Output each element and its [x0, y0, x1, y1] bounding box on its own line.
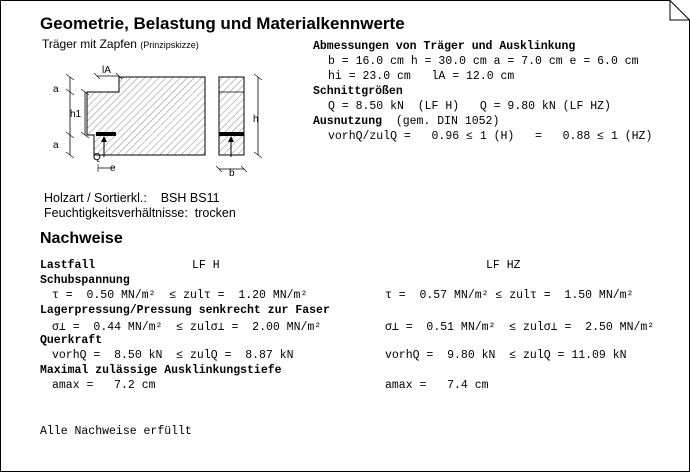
lastfall-label: Lastfall	[40, 259, 96, 272]
dimensions-line-1: b = 16.0 cm h = 30.0 cm a = 7.0 cm e = 6.0 cm	[328, 55, 639, 68]
dimensions-line-2: hi = 23.0 cm lA = 12.0 cm	[328, 70, 515, 83]
beam-side-view	[87, 77, 205, 155]
bearing-plate	[96, 132, 116, 136]
notch-value-hz: amax = 7.4 cm	[385, 379, 489, 392]
column-lf-hz: LF HZ	[486, 259, 521, 272]
forces-heading: Schnittgrößen	[313, 85, 403, 98]
shearforce-value-h: vorhQ = 8.50 kN ≤ zulQ = 8.87 kN	[52, 349, 294, 362]
label-a-top: a	[53, 84, 59, 95]
wood-type-row	[44, 191, 220, 205]
usage-note: (gem. DIN 1052)	[395, 115, 500, 128]
label-b: b	[229, 168, 235, 179]
label-h1: h1	[70, 109, 82, 120]
notch-heading: Maximal zulässige Ausklinkungstiefe	[40, 364, 282, 377]
label-a-bottom: a	[53, 140, 59, 151]
checks-heading: Nachweise	[40, 230, 123, 247]
wood-type-value: BSH BS11	[160, 191, 220, 205]
moisture-value: trocken	[194, 206, 236, 220]
forces-line: Q = 8.50 kN (LF H) Q = 9.80 kN (LF HZ)	[328, 100, 611, 113]
usage-line: vorhQ/zulQ = 0.96 ≤ 1 (H) = 0.88 ≤ 1 (HZ)	[328, 130, 653, 143]
wood-type-label: Holzart / Sortierkl.:	[44, 191, 147, 205]
usage-heading: Ausnutzung	[313, 115, 383, 128]
label-Q: Q	[93, 152, 101, 163]
diagram-caption-note: (Prinzipskizze)	[140, 40, 199, 50]
bearing-value-hz: σ⊥ = 0.51 MN/m² ≤ zulσ⊥ = 2.50 MN/m²	[385, 321, 655, 334]
result-text: Alle Nachweise erfüllt	[40, 425, 192, 438]
label-h: h	[253, 114, 259, 125]
moisture-label: Feuchtigkeitsverhältnisse:	[44, 206, 188, 220]
bearing-value-h: σ⊥ = 0.44 MN/m² ≤ zulσ⊥ = 2.00 MN/m²	[52, 321, 322, 334]
shear-value-h: τ = 0.50 MN/m² ≤ zulτ = 1.20 MN/m²	[52, 289, 308, 302]
notch-value-h: amax = 7.2 cm	[52, 379, 156, 392]
shearforce-heading: Querkraft	[40, 334, 103, 347]
label-lA: lA	[102, 65, 111, 76]
page-title: Geometrie, Belastung und Materialkennwerte	[40, 14, 405, 33]
shearforce-value-hz: vorhQ = 9.80 kN ≤ zulQ = 11.09 kN	[385, 349, 627, 362]
moisture-row	[44, 206, 236, 220]
usage-heading-row	[313, 115, 499, 128]
bearing-heading: Lagerpressung/Pressung senkrecht zur Faser	[40, 304, 330, 317]
dimensions-heading: Abmessungen von Träger und Ausklinkung	[313, 40, 576, 53]
label-e: e	[110, 163, 116, 174]
shear-value-hz: τ = 0.57 MN/m² ≤ zulτ = 1.50 MN/m²	[385, 289, 634, 302]
beam-sketch	[40, 62, 280, 182]
diagram-caption	[42, 37, 199, 51]
column-lf-h: LF H	[192, 259, 220, 272]
shear-heading: Schubspannung	[40, 274, 130, 287]
diagram-caption-text: Träger mit Zapfen	[42, 37, 137, 51]
